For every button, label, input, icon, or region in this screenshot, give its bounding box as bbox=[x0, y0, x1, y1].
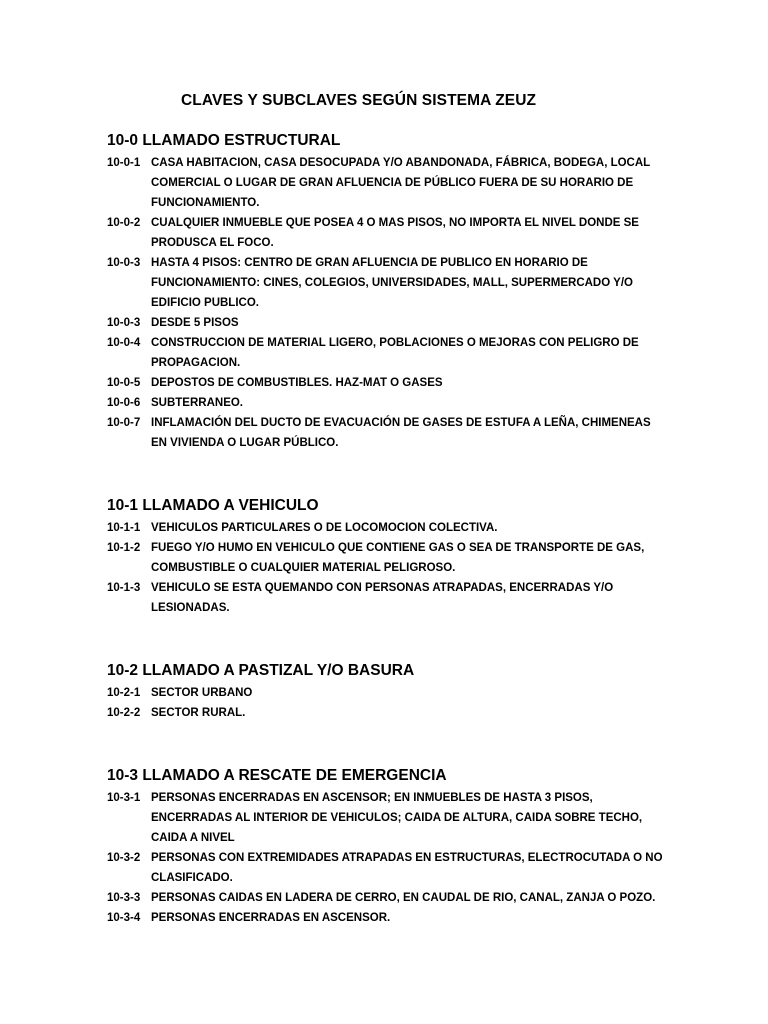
entry-line: VEHICULOS PARTICULARES O DE LOCOMOCION COLECTIVA. bbox=[151, 522, 498, 534]
entry-code: 10-3-4 bbox=[107, 912, 141, 924]
entry-code: 10-2-1 bbox=[107, 687, 141, 699]
entry-line: PRODUSCA EL FOCO. bbox=[151, 237, 274, 249]
entry-text bbox=[151, 213, 667, 253]
entry-line: PERSONAS CAIDAS EN LADERA DE CERRO, EN CAUDAL DE RIO, CANAL, ZANJA O POZO. bbox=[151, 892, 656, 904]
list-item bbox=[107, 888, 667, 908]
entry-code: 10-3-1 bbox=[107, 792, 141, 804]
entry-line: VEHICULO SE ESTA QUEMANDO CON PERSONAS ATRAPADAS, ENCERRADAS Y/O bbox=[151, 582, 614, 594]
entry-code: 10-0-3 bbox=[107, 257, 141, 269]
entry-line: PERSONAS ENCERRADAS EN ASCENSOR. bbox=[151, 912, 391, 924]
entry-code: 10-0-2 bbox=[107, 217, 141, 229]
entry-code: 10-0-7 bbox=[107, 417, 141, 429]
list-item bbox=[107, 703, 667, 723]
list-item bbox=[107, 578, 667, 618]
entry-text bbox=[151, 703, 667, 723]
entry-code: 10-3-2 bbox=[107, 852, 141, 864]
entry-line: CONSTRUCCION DE MATERIAL LIGERO, POBLACIONES O MEJORAS CON PELIGRO DE bbox=[151, 337, 639, 349]
section-10-0 bbox=[107, 131, 667, 453]
entry-text bbox=[151, 413, 667, 453]
list-item bbox=[107, 908, 667, 928]
entry-code: 10-0-4 bbox=[107, 337, 141, 349]
list-item bbox=[107, 393, 667, 413]
entry-code: 10-1-1 bbox=[107, 522, 141, 534]
section-10-3 bbox=[107, 766, 667, 928]
entry-text bbox=[151, 333, 667, 373]
entry-code: 10-0-3 bbox=[107, 317, 141, 329]
entry-line: CASA HABITACION, CASA DESOCUPADA Y/O ABANDONADA, FÁBRICA, BODEGA, LOCAL bbox=[151, 157, 651, 169]
section-heading: 10-2 LLAMADO A PASTIZAL Y/O BASURA bbox=[107, 662, 415, 679]
list-item bbox=[107, 333, 667, 373]
entry-text bbox=[151, 888, 667, 908]
entry-text bbox=[151, 683, 667, 703]
entry-line: HASTA 4 PISOS: CENTRO DE GRAN AFLUENCIA DE PUBLICO EN HORARIO DE bbox=[151, 257, 588, 269]
entry-code: 10-3-3 bbox=[107, 892, 141, 904]
entry-line: CAIDA A NIVEL bbox=[151, 832, 235, 844]
entry-line: COMBUSTIBLE O CUALQUIER MATERIAL PELIGROSO. bbox=[151, 562, 456, 574]
list-item bbox=[107, 313, 667, 333]
entry-line: SECTOR RURAL. bbox=[151, 707, 246, 719]
entry-line: EN VIVIENDA O LUGAR PÚBLICO. bbox=[151, 437, 339, 449]
entry-text bbox=[151, 518, 667, 538]
entry-code: 10-0-1 bbox=[107, 157, 141, 169]
list-item bbox=[107, 848, 667, 888]
entry-code: 10-2-2 bbox=[107, 707, 141, 719]
entry-text bbox=[151, 373, 667, 393]
entry-text bbox=[151, 153, 667, 213]
entry-line: FUNCIONAMIENTO: CINES, COLEGIOS, UNIVERSIDADES, MALL, SUPERMERCADO Y/O bbox=[151, 277, 633, 289]
entry-line: CLASIFICADO. bbox=[151, 872, 233, 884]
document-title: CLAVES Y SUBCLAVES SEGÚN SISTEMA ZEUZ bbox=[181, 92, 537, 109]
section-10-2 bbox=[107, 661, 667, 723]
entry-line: FUEGO Y/O HUMO EN VEHICULO QUE CONTIENE GAS O SEA DE TRANSPORTE DE GAS, bbox=[151, 542, 645, 554]
section-10-1 bbox=[107, 496, 667, 618]
entry-code: 10-0-5 bbox=[107, 377, 141, 389]
entry-line: EDIFICIO PUBLICO. bbox=[151, 297, 259, 309]
entry-line: SECTOR URBANO bbox=[151, 687, 253, 699]
entry-text bbox=[151, 788, 667, 848]
entry-line: COMERCIAL O LUGAR DE GRAN AFLUENCIA DE PÚBLICO FUERA DE SU HORARIO DE bbox=[151, 177, 634, 189]
entry-line: DEPOSTOS DE COMBUSTIBLES. HAZ-MAT O GASES bbox=[151, 377, 443, 389]
entry-line: PROPAGACION. bbox=[151, 357, 241, 369]
entry-line: FUNCIONAMIENTO. bbox=[151, 197, 260, 209]
list-item bbox=[107, 153, 667, 213]
entry-line: ENCERRADAS AL INTERIOR DE VEHICULOS; CAIDA DE ALTURA, CAIDA SOBRE TECHO, bbox=[151, 812, 643, 824]
list-item bbox=[107, 413, 667, 453]
list-item bbox=[107, 788, 667, 848]
entry-text bbox=[151, 393, 667, 413]
list-item bbox=[107, 213, 667, 253]
entry-code: 10-1-2 bbox=[107, 542, 141, 554]
entry-text bbox=[151, 538, 667, 578]
section-heading: 10-1 LLAMADO A VEHICULO bbox=[107, 497, 319, 514]
section-heading: 10-3 LLAMADO A RESCATE DE EMERGENCIA bbox=[107, 767, 447, 784]
entry-text bbox=[151, 313, 667, 333]
entry-line: PERSONAS ENCERRADAS EN ASCENSOR; EN INMUEBLES DE HASTA 3 PISOS, bbox=[151, 792, 593, 804]
entry-text bbox=[151, 848, 667, 888]
section-heading: 10-0 LLAMADO ESTRUCTURAL bbox=[107, 132, 341, 149]
entry-code: 10-1-3 bbox=[107, 582, 141, 594]
list-item bbox=[107, 683, 667, 703]
list-item bbox=[107, 373, 667, 393]
list-item bbox=[107, 518, 667, 538]
entry-line: DESDE 5 PISOS bbox=[151, 317, 239, 329]
entry-code: 10-0-6 bbox=[107, 397, 141, 409]
list-item bbox=[107, 538, 667, 578]
entry-text bbox=[151, 578, 667, 618]
entry-line: CUALQUIER INMUEBLE QUE POSEA 4 O MAS PISOS, NO IMPORTA EL NIVEL DONDE SE bbox=[151, 217, 639, 229]
entry-line: SUBTERRANEO. bbox=[151, 397, 244, 409]
entry-line: LESIONADAS. bbox=[151, 602, 230, 614]
entry-line: PERSONAS CON EXTREMIDADES ATRAPADAS EN ESTRUCTURAS, ELECTROCUTADA O NO bbox=[151, 852, 663, 864]
entry-line: INFLAMACIÓN DEL DUCTO DE EVACUACIÓN DE GASES DE ESTUFA A LEÑA, CHIMENEAS bbox=[151, 417, 651, 429]
entry-text bbox=[151, 908, 667, 928]
entry-text bbox=[151, 253, 667, 313]
list-item bbox=[107, 253, 667, 313]
